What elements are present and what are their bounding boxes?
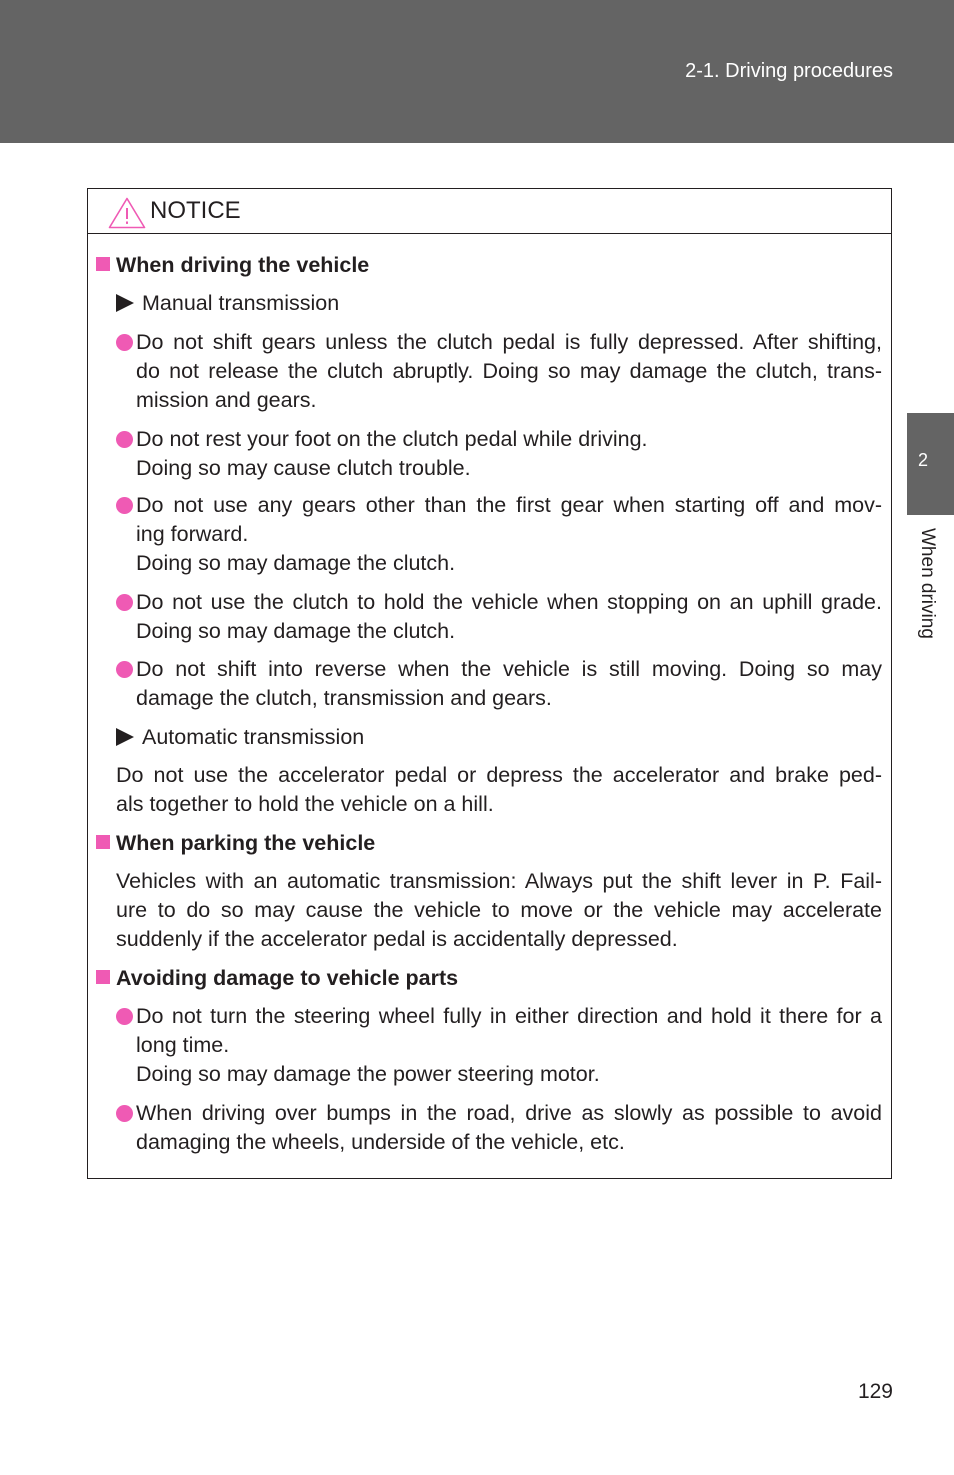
notice-title: NOTICE <box>150 197 241 224</box>
automatic-paragraph: Do not use the accelerator pedal or depress the accelerator and brake ped- als together to hold the vehicle on a hill. <box>116 763 882 816</box>
parking-paragraph: Vehicles with an automatic transmission: Always put the shift lever in P. Fail- ure to do so may cause the vehicle to move or the vehicle may accelerate suddenly if the accelerator pedal is accidentally depressed. <box>116 869 882 951</box>
subhead-automatic: Automatic transmission <box>116 723 364 752</box>
square-bullet-icon <box>96 835 110 849</box>
square-bullet-icon <box>96 257 110 271</box>
triangle-marker-icon <box>116 728 134 746</box>
square-bullet-icon <box>96 970 110 984</box>
list-item: Do not use the clutch to hold the vehicle when stopping on an uphill grade. Doing so may damage the clutch. <box>116 588 882 646</box>
section-label: 2-1. Driving procedures <box>685 60 893 82</box>
circle-bullet-icon <box>116 497 133 514</box>
circle-bullet-icon <box>116 594 133 611</box>
chapter-label: When driving <box>917 528 938 639</box>
circle-bullet-icon <box>116 1105 133 1122</box>
page-number: 129 <box>857 1380 893 1403</box>
warning-triangle-icon <box>108 197 146 229</box>
circle-bullet-icon <box>116 1008 133 1025</box>
list-item: Do not turn the steering wheel fully in either direction and hold it there for a long time. Doing so may damage the power steering motor. <box>116 1002 882 1089</box>
triangle-marker-icon <box>116 294 134 312</box>
list-item: When driving over bumps in the road, drive as slowly as possible to avoid damaging the wheels, underside of the vehicle, etc. <box>116 1099 882 1157</box>
list-item: Do not rest your foot on the clutch pedal while driving. Doing so may cause clutch trouble. <box>116 425 882 483</box>
list-item: Do not shift into reverse when the vehicle is still moving. Doing so may damage the clutch, transmission and gears. <box>116 655 882 713</box>
circle-bullet-icon <box>116 431 133 448</box>
section-heading-parking: When parking the vehicle <box>96 829 883 858</box>
circle-bullet-icon <box>116 661 133 678</box>
list-item: Do not shift gears unless the clutch pedal is fully depressed. After shifting, do not release the clutch abruptly. Doing so may damage the clutch, trans- mission and gears. <box>116 328 882 415</box>
circle-bullet-icon <box>116 334 133 351</box>
chapter-number: 2 <box>917 450 928 470</box>
section-heading-parts: Avoiding damage to vehicle parts <box>96 964 883 993</box>
section-heading-driving: When driving the vehicle <box>96 251 883 280</box>
notice-box <box>87 188 892 1179</box>
list-item: Do not use any gears other than the first gear when starting off and mov- ing forward. Doing so may damage the clutch. <box>116 491 882 578</box>
notice-header <box>88 189 891 234</box>
subhead-manual: Manual transmission <box>116 289 339 318</box>
